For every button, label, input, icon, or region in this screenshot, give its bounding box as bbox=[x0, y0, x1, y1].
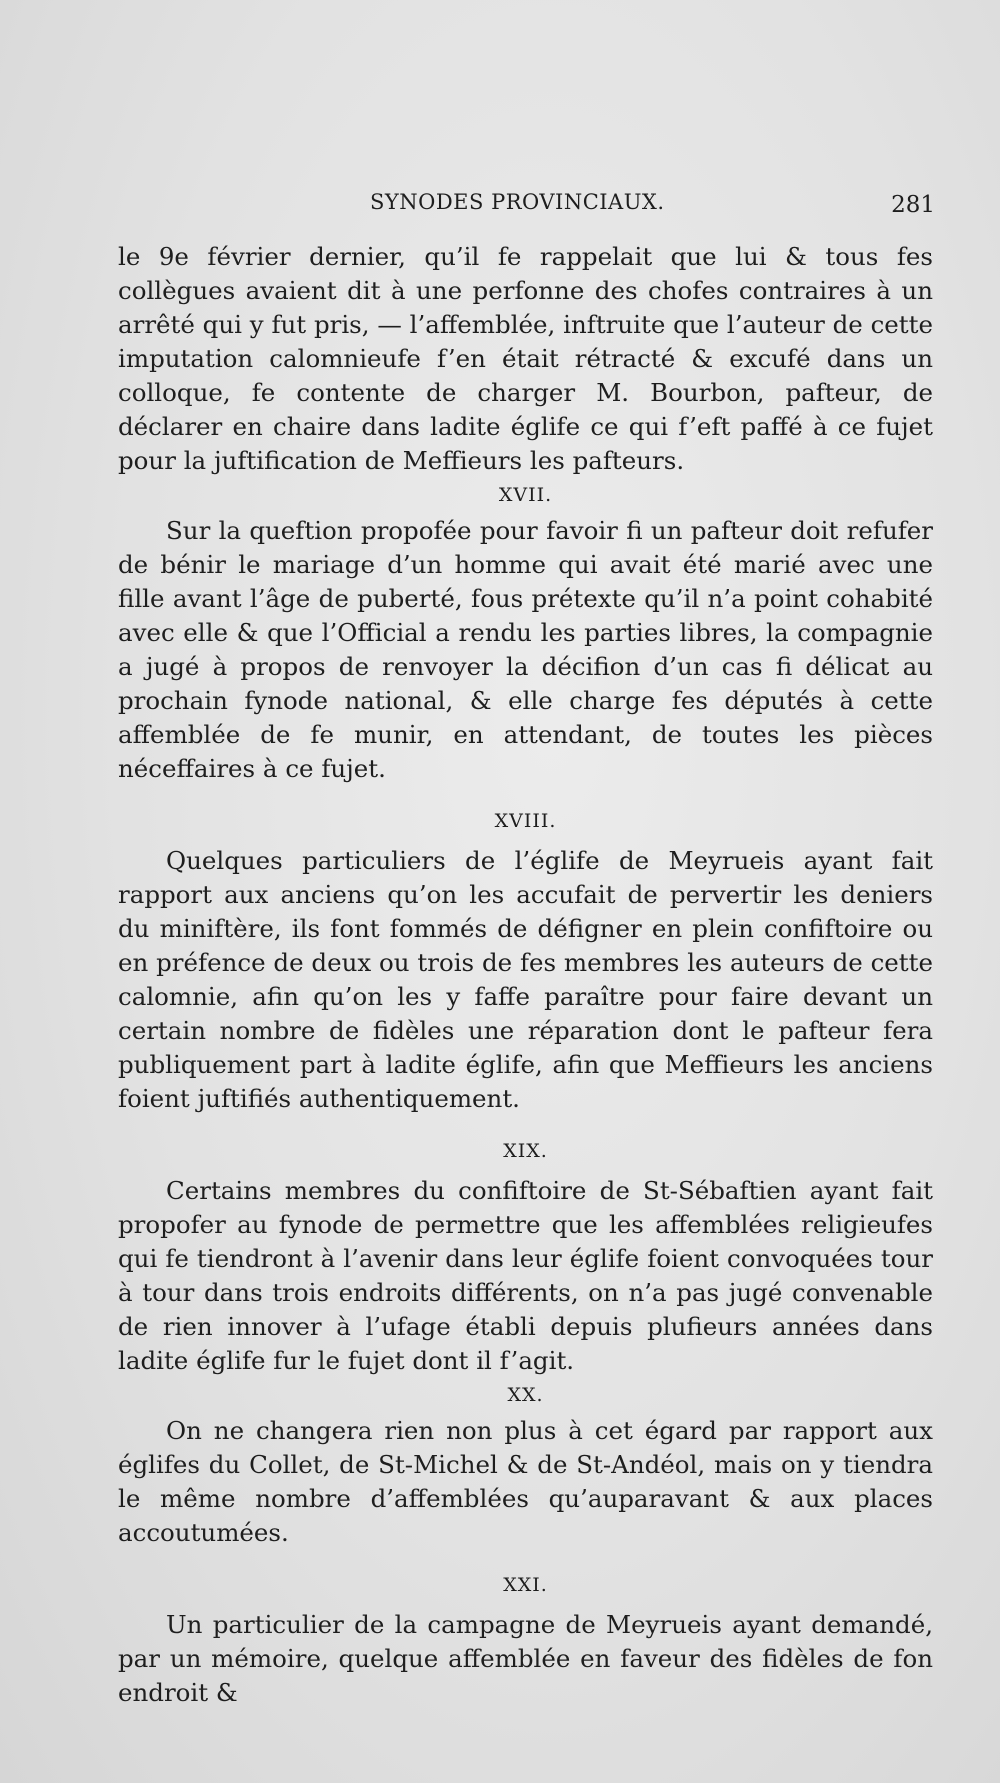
running-head bbox=[120, 190, 935, 220]
paragraph-article-xvii: Sur la queftion propofée pour favoir fi un pafteur doit refufer de bénir le mariage d’un homme qui avait été marié avec une fille avant l’âge de puberté, fous prétexte qu’il n’a point cohabité avec elle & que l’Official a rendu les parties libres, la compagnie a jugé à propos de renvoyer la décifion d’un cas fi délicat au prochain fynode national, & elle charge fes députés à cette affemblée de fe munir, en attendant, de toutes les pièces néceffaires à ce fujet. bbox=[118, 516, 933, 783]
body-text bbox=[118, 240, 933, 1710]
article-number-xix: XIX. bbox=[503, 1140, 548, 1162]
page-number: 281 bbox=[891, 192, 935, 218]
article-number-xviii: XVIII. bbox=[494, 810, 557, 832]
paragraph-article-xix: Certains membres du confiftoire de St-Sébaftien ayant fait propofer au fynode de permettre que les affemblées religieufes qui fe tiendront à l’avenir dans leur églife foient convoquées tour à tour dans trois endroits différents, on n’a pas jugé convenable de rien innover à l’ufage établi depuis plufieurs années dans ladite églife fur le fujet dont il f’agit. bbox=[118, 1176, 933, 1375]
paragraph-article-xviii: Quelques particuliers de l’églife de Meyrueis ayant fait rapport aux anciens qu’on les accufait de pervertir les deniers du miniftère, ils font fommés de défigner en plein confiftoire ou en préfence de deux ou trois de fes membres les auteurs de cette calomnie, afin qu’on les y faffe paraître pour faire devant un certain nombre de fidèles une réparation dont le pafteur fera publiquement part à ladite églife, afin que Meffieurs les anciens foient juftifiés authentiquement. bbox=[118, 846, 933, 1113]
article-number-xx: XX. bbox=[507, 1384, 544, 1406]
running-title: SYNODES PROVINCIAUX. bbox=[370, 190, 665, 214]
article-number-xxi: XXI. bbox=[503, 1574, 548, 1596]
article-number-xvii: XVII. bbox=[498, 484, 553, 506]
paragraph-continuation: le 9e février dernier, qu’il fe rappelait que lui & tous fes collègues avaient dit à une perfonne des chofes contraires à un arrêté qui y fut pris, — l’affemblée, inftruite que l’auteur de cette imputation calomnieufe f’en était rétracté & excufé dans un colloque, fe contente de charger M. Bourbon, pafteur, de déclarer en chaire dans ladite églife ce qui f’eft paffé à ce fujet pour la juftification de Meffieurs les pafteurs. bbox=[118, 242, 933, 475]
paragraph-article-xxi: Un particulier de la campagne de Meyrueis ayant demandé, par un mémoire, quelque affemblée en faveur des fidèles de fon endroit & bbox=[118, 1610, 933, 1707]
paragraph-article-xx: On ne changera rien non plus à cet égard par rapport aux églifes du Collet, de St-Michel & de St-Andéol, mais on y tiendra le même nombre d’affemblées qu’auparavant & aux places accoutumées. bbox=[118, 1416, 933, 1547]
